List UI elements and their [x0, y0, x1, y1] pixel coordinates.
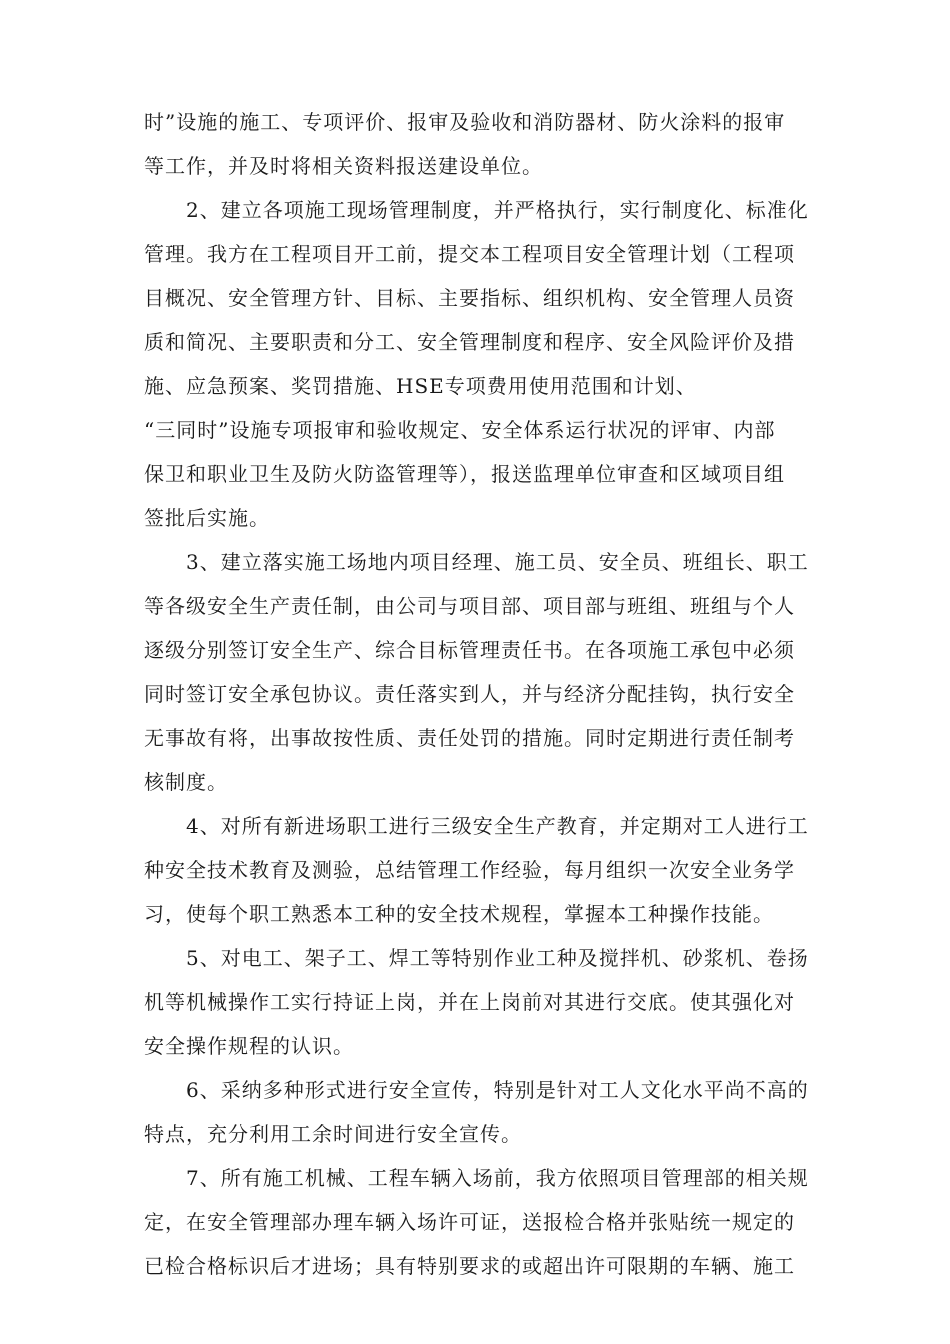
text-line: 无事故有将，出事故按性质、责任处罚的措施。同时定期进行责任制考 [144, 726, 795, 750]
text-line: 机等机械操作工实行持证上岗，并在上岗前对其进行交底。使其强化对 [144, 990, 795, 1014]
paragraph-item-2 [144, 188, 824, 540]
paragraph-item-3 [144, 540, 824, 804]
text-line: 6、采纳多种形式进行安全宣传，特别是针对工人文化水平尚不高的 [186, 1078, 809, 1102]
paragraph-item-6 [144, 1068, 824, 1156]
paragraph-item-7 [144, 1156, 824, 1288]
text-line: 已检合格标识后才进场；具有特别要求的或超出许可限期的车辆、施工 [144, 1254, 795, 1278]
text-line: 4、对所有新进场职工进行三级安全生产教育，并定期对工人进行工 [186, 814, 809, 838]
document-body [144, 100, 824, 1288]
paragraph-item-4 [144, 804, 824, 936]
text-line: 3、建立落实施工场地内项目经理、施工员、安全员、班组长、职工 [186, 550, 809, 574]
text-line: “三同时”设施专项报审和验收规定、安全体系运行状况的评审、内部 [144, 418, 776, 442]
text-line: 种安全技术教育及测验，总结管理工作经验，每月组织一次安全业务学 [144, 858, 795, 882]
text-line: 逐级分别签订安全生产、综合目标管理责任书。在各项施工承包中必须 [144, 638, 795, 662]
text-line: 等各级安全生产责任制，由公司与项目部、项目部与班组、班组与个人 [144, 594, 795, 618]
paragraph-item-5 [144, 936, 824, 1068]
text-line: 核制度。 [144, 770, 228, 794]
text-line: 5、对电工、架子工、焊工等特别作业工种及搅拌机、砂浆机、卷扬 [186, 946, 809, 970]
text-line: 定，在安全管理部办理车辆入场许可证，送报检合格并张贴统一规定的 [144, 1210, 795, 1234]
text-line: 管理。我方在工程项目开工前，提交本工程项目安全管理计划（工程项 [144, 242, 795, 266]
text-line: 2、建立各项施工现场管理制度，并严格执行，实行制度化、标准化 [186, 198, 809, 222]
text-line: 目概况、安全管理方针、目标、主要指标、组织机构、安全管理人员资 [144, 286, 795, 310]
text-line: 质和简况、主要职责和分工、安全管理制度和程序、安全风险评价及措 [144, 330, 795, 354]
text-line: 保卫和职业卫生及防火防盗管理等），报送监理单位审查和区域项目组 [144, 462, 785, 486]
text-line: 等工作，并及时将相关资料报送建设单位。 [144, 154, 543, 178]
text-line: 施、应急预案、奖罚措施、HSE专项费用使用范围和计划、 [144, 374, 697, 398]
text-line: 特点，充分利用工余时间进行安全宣传。 [144, 1122, 522, 1146]
text-line: 签批后实施。 [144, 506, 270, 530]
text-line: 7、所有施工机械、工程车辆入场前，我方依照项目管理部的相关规 [186, 1166, 809, 1190]
text-line: 同时签订安全承包协议。责任落实到人，并与经济分配挂钩，执行安全 [144, 682, 795, 706]
text-line: 习，使每个职工熟悉本工种的安全技术规程，掌握本工种操作技能。 [144, 902, 774, 926]
text-line: 安全操作规程的认识。 [144, 1034, 354, 1058]
text-line: 时”设施的施工、专项评价、报审及验收和消防器材、防火涂料的报审 [144, 110, 786, 134]
paragraph-continuation [144, 100, 824, 188]
